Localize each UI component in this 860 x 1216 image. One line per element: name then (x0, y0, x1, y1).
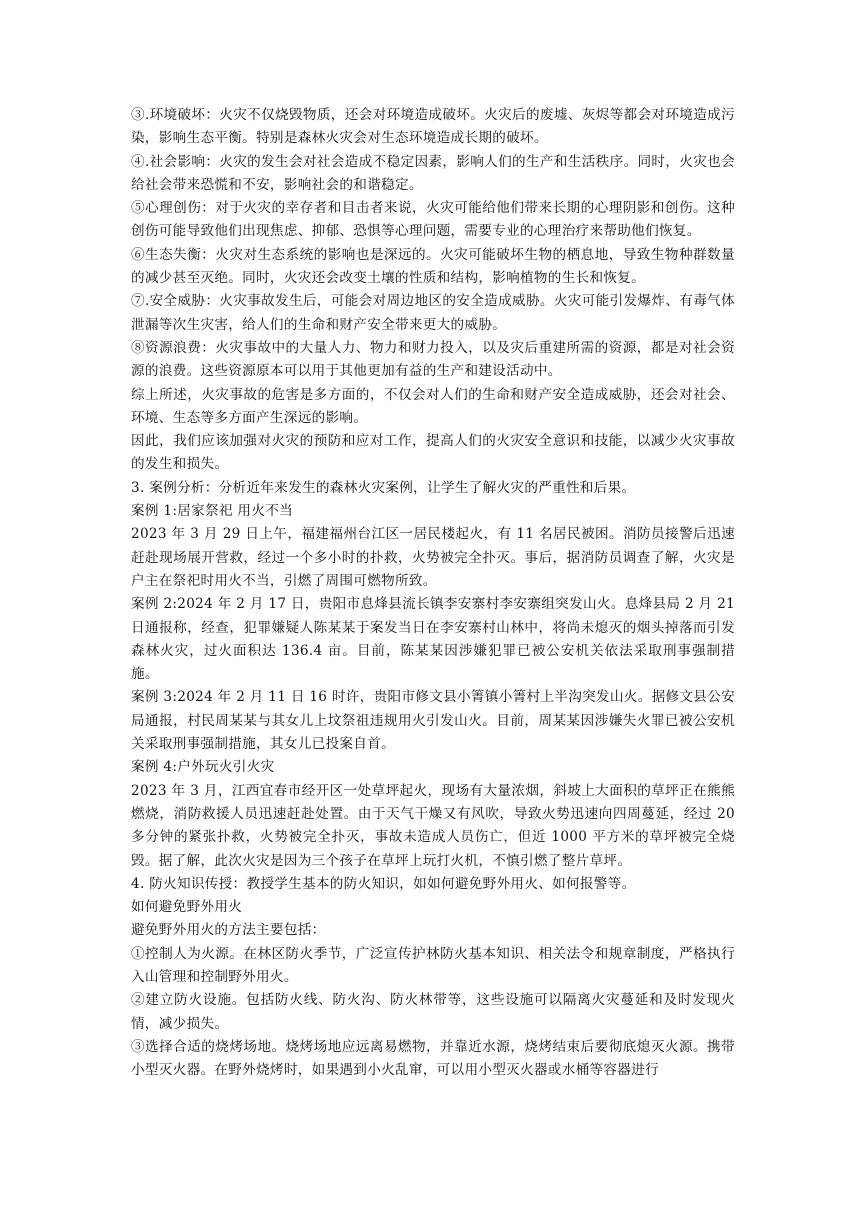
document-page (131, 104, 735, 1082)
method-1: ①控制人为火源。在林区防火季节，广泛宣传护林防火基本知识、相关法令和规章制度，严格执行入山管理和控制野外用火。 (131, 945, 735, 985)
paragraph-summary: 综上所述，火灾事故的危害是多方面的，不仅会对人们的生命和财产安全造成威胁，还会对社会、环境、生态等多方面产生深远的影响。 (131, 386, 735, 426)
section-case-analysis: 3. 案例分析：分析近年来发生的森林火灾案例，让学生了解火灾的严重性和后果。 (131, 479, 636, 496)
case-4-body: 2023 年 3 月，江西宜春市经开区一处草坪起火，现场有大量浓烟，斜坡上大面积的草坪正在熊熊燃烧，消防救援人员迅速赶赴处置。由于天气干燥又有风吹，导致火势迅速向四周蔓延，经过 20 多分钟的紧张扑救，火势被完全扑灭，事故未造成人员伤亡，但近 1000 平方米的草坪被完全烧毁。据了解，此次火灾是因为三个孩子在草坪上玩打火机，不慎引燃了整片草坪。 (131, 782, 735, 869)
case-1-body: 2023 年 3 月 29 日上午，福建福州台江区一居民楼起火，有 11 名居民被困。消防员接警后迅速赶赴现场展开营救，经过一个多小时的扑救，火势被完全扑灭。事后，据消防员调查了解，火灾是户主在祭祀时用火不当，引燃了周围可燃物所致。 (131, 526, 735, 589)
case-2-body: 案例 2:2024 年 2 月 17 日，贵阳市息烽县流长镇李安寨村李安寨组突发山火。息烽县局 2 月 21 日通报称，经查，犯罪嫌疑人陈某某于案发当日在李安寨村山林中，将尚未熄灭的烟头掉落而引发森林火灾，过火面积达 136.4 亩。目前，陈某某因涉嫌犯罪已被公安机关依法采取刑事强制措施。 (131, 596, 735, 683)
case-3-body: 案例 3:2024 年 2 月 11 日 16 时许，贵阳市修文县小箐镇小箐村上半沟突发山火。据修文县公安局通报，村民周某某与其女儿上坟祭祖违规用火引发山火。目前，周某某因涉嫌失火罪已被公安机关采取刑事强制措施，其女儿已投案自首。 (131, 689, 735, 753)
paragraph-ecological-imbalance: ⑥生态失衡：火灾对生态系统的影响也是深远的。火灾可能破坏生物的栖息地，导致生物种群数量的减少甚至灭绝。同时，火灾还会改变土壤的性质和结构，影响植物的生长和恢复。 (131, 246, 735, 287)
section-fire-knowledge: 4. 防火知识传授：教授学生基本的防火知识，如如何避免野外用火、如何报警等。 (131, 875, 636, 892)
paragraph-environment-damage: ③.环境破坏：火灾不仅烧毁物质，还会对环境造成破坏。火灾后的废墟、灰烬等都会对环境造成污染，影响生态平衡。特别是森林火灾会对生态环境造成长期的破坏。 (131, 107, 735, 147)
methods-intro: 避免野外用火的方法主要包括： (131, 922, 326, 939)
case-1-title: 案例 1:居家祭祀 用火不当 (131, 503, 294, 520)
paragraph-conclusion: 因此，我们应该加强对火灾的预防和应对工作，提高人们的火灾安全意识和技能，以减少火灾事故的发生和损失。 (131, 433, 735, 473)
paragraph-resource-waste: ⑧资源浪费：火灾事故中的大量人力、物力和财力投入，以及灾后重建所需的资源，都是对社会资源的浪费。这些资源原本可以用于其他更加有益的生产和建设活动中。 (131, 339, 735, 380)
paragraph-psychological-trauma: ⑤心理创伤：对于火灾的幸存者和目击者来说，火灾可能给他们带来长期的心理阴影和创伤。这种创伤可能导致他们出现焦虑、抑郁、恐惧等心理问题，需要专业的心理治疗来帮助他们恢复。 (131, 200, 735, 240)
paragraph-social-impact: ④.社会影响：火灾的发生会对社会造成不稳定因素，影响人们的生产和生活秩序。同时，火灾也会给社会带来恐慌和不安，影响社会的和谐稳定。 (131, 153, 735, 193)
method-3: ③选择合适的烧烤场地。烧烤场地应远离易燃物，并靠近水源，烧烤结束后要彻底熄灭火源。携带小型灭火器。在野外烧烤时，如果遇到小火乱窜，可以用小型灭火器或水桶等容器进行 (131, 1038, 735, 1079)
paragraph-safety-threat: ⑦.安全威胁：火灾事故发生后，可能会对周边地区的安全造成威胁。火灾可能引发爆炸、有毒气体泄漏等次生灾害，给人们的生命和财产安全带来更大的威胁。 (131, 293, 735, 333)
method-2: ②建立防火设施。包括防火线、防火沟、防火林带等，这些设施可以隔离火灾蔓延和及时发现火情，减少损失。 (131, 992, 735, 1032)
subheading-avoid-outdoor-fire: 如何避免野外用火 (131, 899, 243, 916)
case-4-title: 案例 4:户外玩火引火灾 (131, 759, 275, 776)
